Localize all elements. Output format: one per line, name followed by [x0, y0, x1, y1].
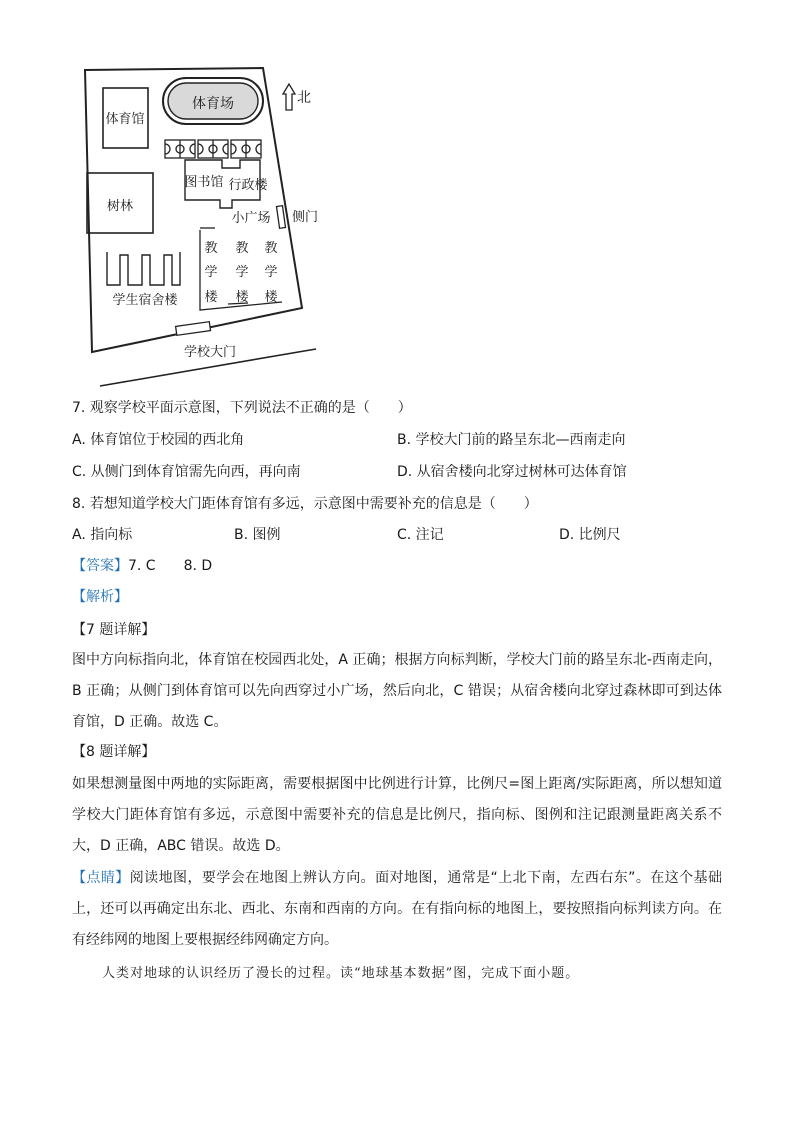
main-gate-label: 学校大门	[183, 345, 237, 360]
teaching-building-1-char1: 教	[204, 241, 218, 256]
tip-label: 【点睛】	[72, 870, 130, 886]
tip-text: 阅读地图，要学会在地图上辨认方向。面对地图，通常是“上北下南，左西右东”。在这个基础上，还可以再确定出东北、西北、东南和西南的方向。在有指向标的地图上，要按照指向标判读方向。在有经纬网的地图上要根据经纬网确定方向。	[72, 870, 722, 948]
q7-stem: 7. 观察学校平面示意图，下列说法不正确的是（ ）	[72, 400, 412, 416]
dorm-label: 学生宿舍楼	[112, 293, 178, 308]
teaching-building-1-char3: 楼	[204, 290, 218, 305]
detail7-label: 【7 题详解】	[72, 622, 156, 638]
teaching-building-2-char3: 楼	[235, 290, 249, 305]
teaching-building-3-char3: 楼	[264, 290, 278, 305]
answer-text: 7. C 8. D	[128, 558, 213, 574]
tip-paragraph	[72, 863, 722, 956]
q7-option-a: A. 体育馆位于校园的西北角	[72, 432, 245, 448]
q8-stem: 8. 若想知道学校大门距体育馆有多远，示意图中需要补充的信息是（ ）	[72, 496, 538, 512]
q8-option-c: C. 注记	[397, 527, 444, 543]
main-gate	[176, 322, 211, 336]
stadium-label: 体育场	[192, 96, 234, 112]
side-gate	[276, 206, 285, 229]
admin-label: 行政楼	[228, 178, 268, 193]
small-square-label: 小广场	[231, 211, 271, 226]
q8-option-a: A. 指向标	[72, 527, 133, 543]
next-section-intro: 人类对地球的认识经历了漫长的过程。读“地球基本数据”图，完成下面小题。	[102, 966, 580, 981]
woods-label: 树林	[106, 199, 134, 214]
answer-line	[72, 556, 212, 576]
q7-option-d: D. 从宿舍楼向北穿过树林可达体育馆	[397, 464, 627, 480]
dormitory	[107, 252, 180, 285]
school-plan-map	[70, 60, 330, 395]
detail8-text: 如果想测量图中两地的实际距离，需要根据图中比例进行计算，比例尺=图上距离/实际距离，所以想知道学校大门距体育馆有多远，示意图中需要补充的信息是比例尺，指向标、图例和注记跟测量距离关系不大，D 正确，ABC 错误。故选 D。	[72, 776, 722, 854]
q7-option-c: C. 从侧门到体育馆需先向西，再向南	[72, 464, 301, 480]
teaching-building-3-char1: 教	[264, 241, 278, 256]
q8-option-d: D. 比例尺	[559, 527, 621, 543]
side-gate-label: 侧门	[291, 210, 319, 225]
detail7-text: 图中方向标指向北，体育馆在校园西北处，A 正确；根据方向标判断，学校大门前的路呈东北-西南走向，B 正确；从侧门到体育馆可以先向西穿过小广场，然后向北，C 错误；从宿舍楼向北穿过森林即可到达体育馆，D 正确。故选 C。	[72, 652, 722, 730]
answer-label: 【答案】	[72, 558, 128, 574]
detail8-label: 【8 题详解】	[72, 744, 156, 760]
library-label: 图书馆	[184, 175, 224, 190]
analysis-label: 【解析】	[72, 589, 128, 605]
q8-option-b: B. 图例	[234, 527, 281, 543]
q7-option-b: B. 学校大门前的路呈东北—西南走向	[397, 432, 626, 448]
teaching-building-1-char2: 学	[204, 265, 218, 280]
gym-label: 体育馆	[105, 112, 145, 127]
north-arrow-icon	[283, 84, 295, 110]
teaching-building-2-char2: 学	[235, 265, 249, 280]
teaching-building-2-char1: 教	[235, 241, 249, 256]
north-label: 北	[297, 90, 311, 106]
teaching-building-3-char2: 学	[264, 265, 278, 280]
basketball-courts	[165, 140, 261, 158]
